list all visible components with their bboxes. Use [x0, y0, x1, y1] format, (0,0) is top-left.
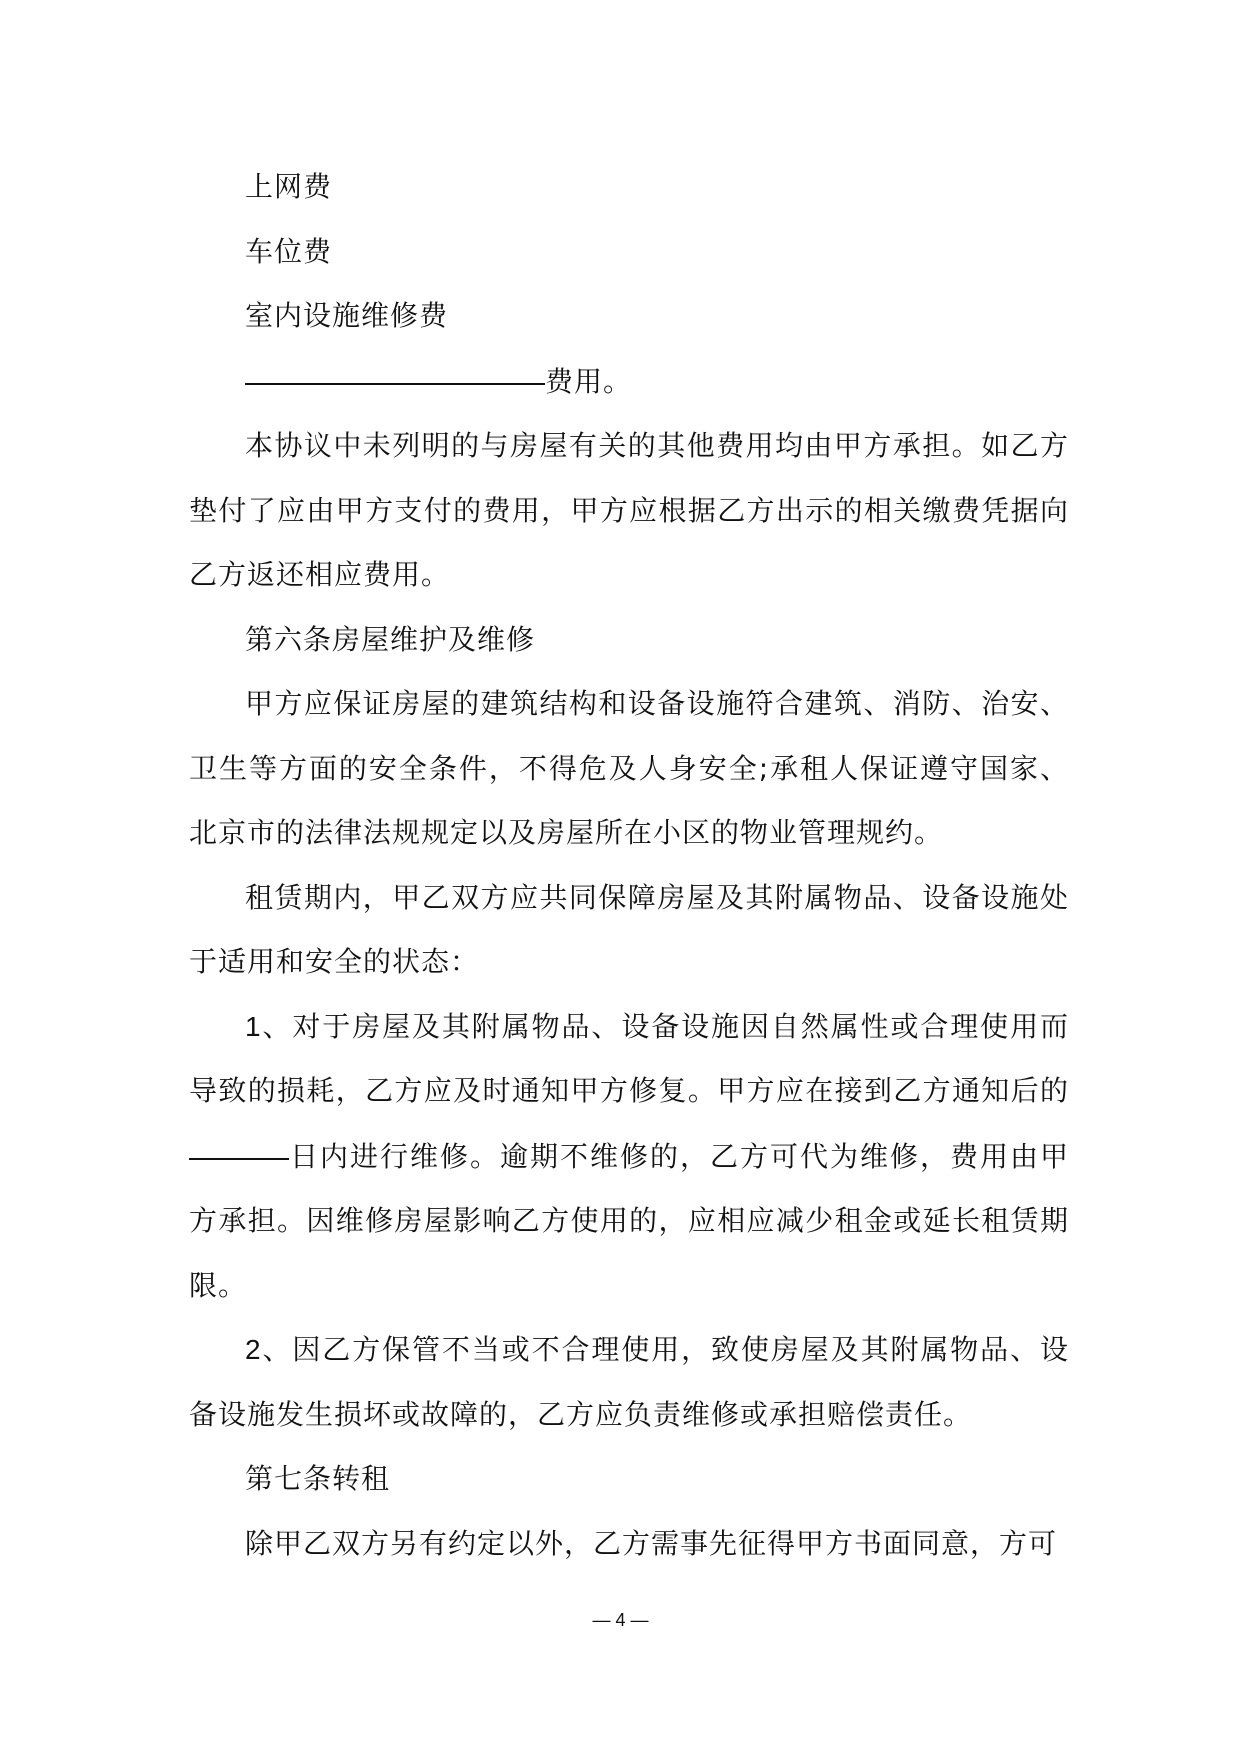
paragraph-lease-period: 租赁期内，甲乙双方应共同保障房屋及其附属物品、设备设施处于适用和安全的状态： [189, 880, 1069, 978]
fee-item-internet: 上网费 [245, 170, 333, 203]
page-number: — 4 — [592, 1610, 649, 1630]
clause-item-1-text-cont: 日内进行维修。逾期不维修的，乙方可代为维修，费用由甲方承担。因维修房屋影响乙方使用的，应相应减少租金或延长租赁期限。 [189, 1139, 1069, 1302]
clause-item-1-text: 、对于房屋及其附属物品、设备设施因自然属性或合理使用而导致的损耗，乙方应及时通知甲方修复。甲方应在接到乙方通知后的 [189, 1009, 1069, 1107]
paragraph-other-fees: 本协议中未列明的与房屋有关的其他费用均由甲方承担。如乙方垫付了应由甲方支付的费用，甲方应根据乙方出示的相关缴费凭据向乙方返还相应费用。 [189, 429, 1069, 591]
clause-number: 2 [245, 1334, 262, 1365]
paragraph-sublease: 除甲乙双方另有约定以外，乙方需事先征得甲方书面同意，方可 [245, 1526, 1058, 1560]
clause-number: 1 [245, 1010, 262, 1042]
article-7-title: 第七条转租 [245, 1462, 391, 1495]
clause-item-1 [189, 995, 1069, 1319]
fill-in-blank [245, 343, 545, 385]
fee-item-parking: 车位费 [245, 234, 333, 268]
article-6-title: 第六条房屋维护及维修 [245, 622, 536, 656]
paragraph-safety: 甲方应保证房屋的建筑结构和设备设施符合建筑、消防、治安、卫生等方面的安全条件，不得危及人身安全;承租人保证遵守国家、北京市的法律法规规定以及房屋所在小区的物业管理规约。 [189, 687, 1069, 849]
fill-in-blank [189, 1118, 289, 1160]
clause-item-2-text: 、因乙方保管不当或不合理使用，致使房屋及其附属物品、设备设施发生损坏或故障的，乙方应负责维修或承担赔偿责任。 [189, 1333, 1069, 1431]
fee-item-other-suffix: 费用。 [545, 364, 633, 398]
clause-item-2 [189, 1318, 1069, 1447]
document-body [189, 155, 1069, 1576]
fee-item-other [189, 349, 1069, 415]
fee-item-indoor-repair: 室内设施维修费 [245, 299, 449, 332]
